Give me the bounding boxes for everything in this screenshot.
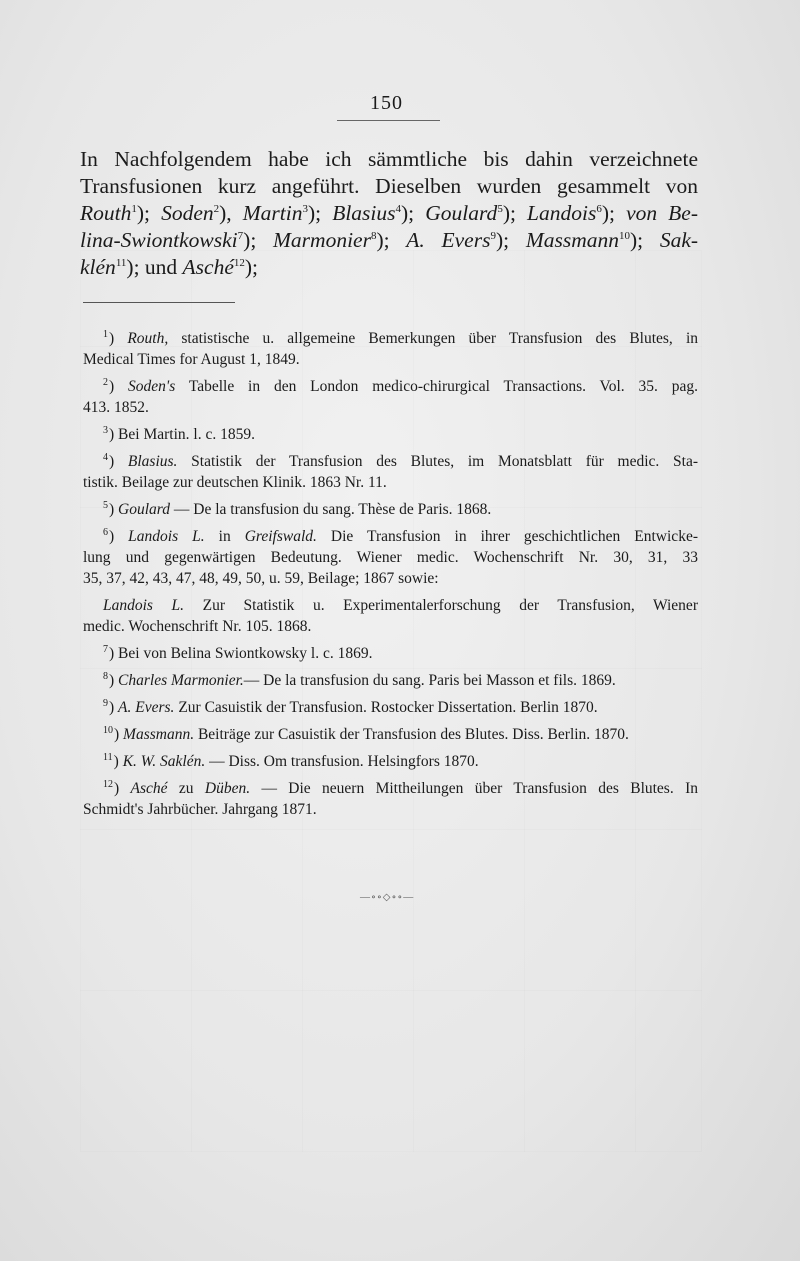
- italic-text: A. Evers: [406, 228, 491, 252]
- italic-text: Asché: [182, 255, 234, 279]
- footnote: [83, 328, 698, 370]
- italic-text: Routh: [80, 201, 132, 225]
- footnote-line: $^5$) Goulard — De la transfusion du sang. Thèse de Paris. 1868.: [103, 500, 492, 518]
- footnote-line: $^9$) A. Evers. Zur Casuistik der Transfusion. Rostocker Dissertation. Berlin 1870.: [103, 698, 598, 716]
- text-run: ),: [219, 201, 243, 225]
- italic-text: Martin: [242, 201, 303, 225]
- footnote-line: $^6$) Landois L. in Greifswald. Die Transfusion in ihrer geschichtlichen Entwicke-: [103, 527, 698, 545]
- text-run: );: [601, 201, 627, 225]
- footnote-reference: 7: [237, 230, 244, 242]
- text-run: Zur Statistik u. Experimentalerforschung der Transfusion, Wiener: [184, 597, 698, 614]
- footnote-number: 7: [103, 644, 108, 655]
- paragraph-line: [80, 227, 698, 254]
- italic-text: A. Evers.: [118, 699, 175, 716]
- italic-text: lina-Swiontkowski: [80, 228, 238, 252]
- paragraph-line: [80, 173, 698, 200]
- footnote: [83, 778, 698, 820]
- footnote-line: $^1$) Routh, statistische u. allgemeine Bemerkungen über Transfusion des Blutes, in: [103, 329, 699, 347]
- text-run: );: [307, 201, 333, 225]
- page-number: 150: [370, 92, 403, 114]
- italic-text: Massmann.: [123, 726, 195, 743]
- italic-text: Blasius.: [127, 453, 178, 470]
- footnote: [83, 499, 698, 520]
- italic-text: Greifswald.: [244, 528, 317, 545]
- footnote: [83, 424, 698, 445]
- footnote-number: 4: [103, 452, 108, 463]
- paragraph-line: [80, 146, 698, 173]
- paragraph-line: [80, 254, 698, 281]
- footnote-reference: 1: [131, 203, 137, 215]
- end-ornament: —∘∘◇∘∘—: [360, 892, 415, 903]
- footnote: [83, 697, 698, 718]
- footnote-line: $^{10}$) Massmann. Beiträge zur Casuistik der Transfusion des Blutes. Diss. Berlin. 1870.: [103, 725, 629, 743]
- footnote-line: $^{12}$) Asché zu Düben. — Die neuern Mittheilungen über Transfusion des Blutes. In: [103, 779, 698, 797]
- italic-text: Routh,: [127, 330, 169, 347]
- footnote: [83, 376, 698, 418]
- italic-text: Düben.: [204, 780, 251, 797]
- italic-text: K. W. Saklén.: [122, 753, 206, 770]
- footnote-line: [83, 799, 698, 820]
- footnote-line: $^8$) Charles Marmonier.— De la transfusion du sang. Paris bei Masson et fils. 1869.: [103, 671, 616, 689]
- italic-text: Charles Marmonier.: [118, 672, 244, 689]
- footnote-reference: 2: [213, 203, 220, 215]
- italic-text: klén: [80, 255, 116, 279]
- footnote-line: [83, 568, 698, 589]
- text-run: Schmidt's Jahrbücher. Jahrgang 1871.: [83, 801, 317, 818]
- footnote-number: 1: [103, 329, 108, 340]
- footnote-reference: 11: [115, 257, 127, 269]
- text-run: Die Transfusion in ihrer geschichtlichen Entwicke-: [316, 528, 698, 545]
- footnote-reference: 3: [302, 203, 308, 215]
- text-run: Transfusionen kurz angeführt. Dieselben wurden gesammelt von: [80, 174, 698, 198]
- footnote-line: [83, 547, 698, 568]
- text-run: );: [401, 201, 426, 225]
- italic-text: Goulard: [118, 501, 171, 518]
- footnote-number: 6: [103, 527, 108, 538]
- text-run: statistische u. allgemeine Bemerkungen über Transfusion des Blutes, in: [168, 330, 699, 347]
- text-run: Statistik der Transfusion des Blutes, im Monatsblatt für medic. Sta-: [177, 453, 698, 470]
- text-run: 35, 37, 42, 43, 47, 48, 49, 50, u. 59, Beilage; 1867 sowie:: [83, 570, 439, 587]
- footnotes: [83, 328, 698, 826]
- footnote-line: [83, 595, 698, 616]
- italic-text: Soden: [161, 201, 214, 225]
- text-run: tistik. Beilage zur deutschen Klinik. 1863 Nr. 11.: [83, 474, 387, 491]
- footnote-number: 8: [103, 671, 108, 682]
- text-run: medic. Wochenschrift Nr. 105. 1868.: [83, 618, 312, 635]
- text-run: Bei von Belina Swiontkowsky l. c. 1869.: [118, 645, 373, 662]
- footnote-reference: 12: [233, 257, 245, 269]
- text-run: );: [629, 228, 660, 252]
- text-run: Tabelle in den London medico-chirurgical Transactions. Vol. 35. pag.: [175, 378, 698, 395]
- footnote-number: 12: [103, 779, 113, 790]
- footnote-number: 3: [103, 425, 108, 436]
- footnote-line: $^7$) Bei von Belina Swiontkowsky l. c. 1869.: [103, 644, 373, 662]
- text-run: — De la transfusion du sang. Thèse de Paris. 1868.: [170, 501, 492, 518]
- text-run: In Nachfolgendem habe ich sämmtliche bis dahin verzeichnete: [80, 147, 698, 171]
- italic-text: Landois: [527, 201, 597, 225]
- paragraph-line: [80, 200, 698, 227]
- footnote-line: $^{11}$) K. W. Saklén. — Diss. Om transfusion. Helsingfors 1870.: [103, 752, 479, 770]
- text-run: zu: [167, 780, 205, 797]
- footnote-separator: [83, 302, 235, 303]
- text-run: );: [495, 228, 526, 252]
- footnote-line: [83, 349, 698, 370]
- footnote-number: 10: [103, 725, 113, 736]
- italic-text: von Be-: [626, 201, 699, 225]
- main-paragraph: [80, 146, 698, 281]
- text-run: — De la transfusion du sang. Paris bei Masson et fils. 1869.: [243, 672, 616, 689]
- text-run: 413. 1852.: [83, 399, 149, 416]
- text-run: );: [502, 201, 528, 225]
- text-run: );: [243, 228, 274, 252]
- text-run: — Diss. Om transfusion. Helsingfors 1870.: [205, 753, 479, 770]
- footnote-reference: 10: [618, 230, 630, 242]
- footnote-number: 11: [103, 752, 113, 763]
- italic-text: Blasius: [332, 201, 396, 225]
- text-run: lung und gegenwärtigen Bedeutung. Wiener medic. Wochenschrift Nr. 30, 31, 33: [83, 549, 698, 566]
- footnote: [83, 451, 698, 493]
- text-run: ); und: [126, 255, 183, 279]
- text-run: );: [376, 228, 407, 252]
- page-number-rule: [337, 120, 440, 121]
- text-run: Bei Martin. l. c. 1859.: [118, 426, 255, 443]
- footnote: [83, 670, 698, 691]
- footnote: [83, 643, 698, 664]
- italic-text: Marmonier: [273, 228, 371, 252]
- italic-text: Soden's: [128, 378, 176, 395]
- italic-text: Sak-: [659, 228, 699, 252]
- footnote-number: 2: [103, 377, 108, 388]
- footnote-number: 9: [103, 698, 108, 709]
- text-run: in: [204, 528, 245, 545]
- footnote-line: [83, 472, 698, 493]
- footnote-line: $^3$) Bei Martin. l. c. 1859.: [103, 425, 255, 443]
- footnote-number: 5: [103, 500, 108, 511]
- footnote-line: [83, 397, 698, 418]
- footnote-reference: 4: [395, 203, 402, 215]
- text-run: Zur Casuistik der Transfusion. Rostocker Dissertation. Berlin 1870.: [174, 699, 598, 716]
- italic-text: Massmann: [525, 228, 619, 252]
- text-run: );: [244, 255, 259, 279]
- italic-text: Landois L.: [128, 528, 205, 545]
- footnote: [83, 751, 698, 772]
- footnote-reference: 8: [370, 230, 377, 242]
- footnote: [83, 526, 698, 589]
- text-run: Beiträge zur Casuistik der Transfusion des Blutes. Diss. Berlin. 1870.: [194, 726, 629, 743]
- text-run: — Die neuern Mittheilungen über Transfusion des Blutes. In: [250, 780, 698, 797]
- italic-text: Asché: [130, 780, 168, 797]
- footnote: [83, 724, 698, 745]
- text-run: Medical Times for August 1, 1849.: [83, 351, 300, 368]
- italic-text: Goulard: [425, 201, 498, 225]
- footnote-reference: 9: [490, 230, 496, 242]
- footnote: [83, 595, 698, 637]
- footnote-line: [83, 616, 698, 637]
- footnote-reference: 5: [497, 203, 503, 215]
- footnote-line: $^2$) Soden's Tabelle in den London medico-chirurgical Transactions. Vol. 35. pag.: [103, 377, 698, 395]
- text-run: );: [136, 201, 162, 225]
- italic-text: Landois L.: [103, 597, 185, 614]
- footnote-line: $^4$) Blasius. Statistik der Transfusion des Blutes, im Monatsblatt für medic. Sta-: [103, 452, 698, 470]
- footnote-reference: 6: [596, 203, 602, 215]
